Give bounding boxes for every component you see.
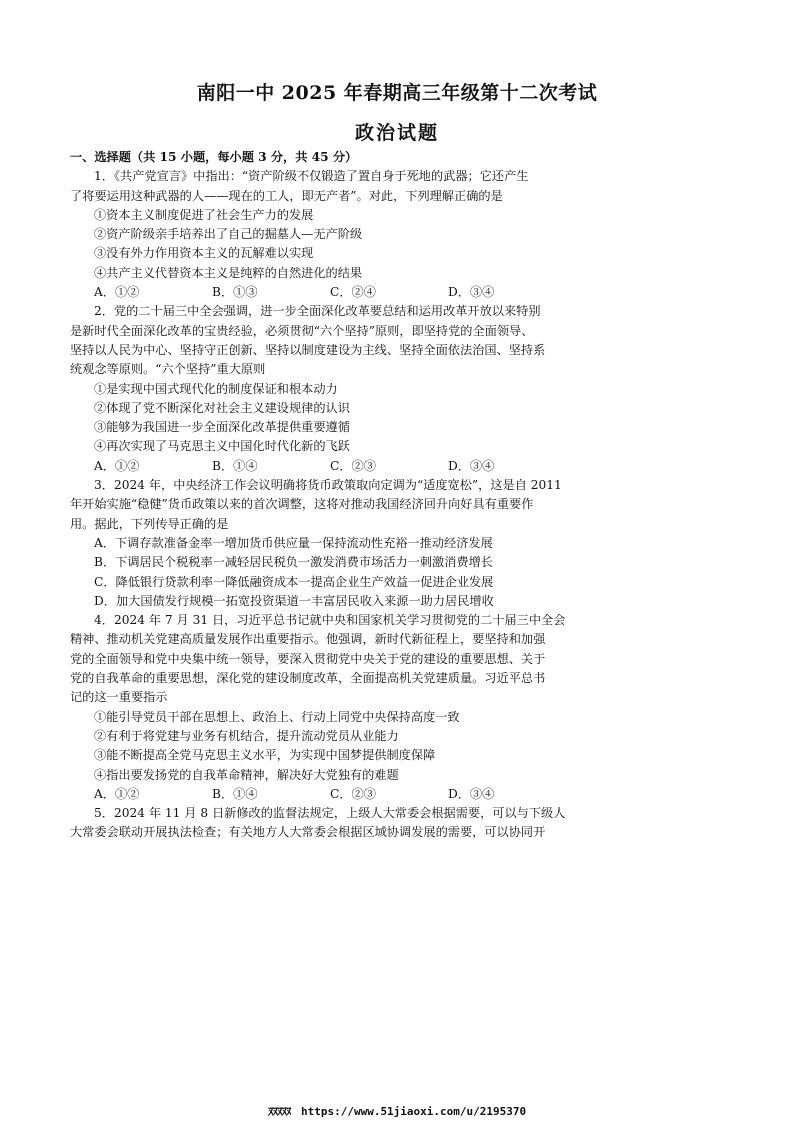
- answer-option[interactable]: C．②③: [330, 786, 376, 801]
- footer: [0, 1103, 794, 1119]
- question-stem-first-line: 3．2024 年，中央经济工作会议明确将货币政策取向定调为“适度宽松”，这是自 2011: [94, 478, 562, 493]
- question-block: [70, 611, 574, 804]
- answer-option[interactable]: D．③④: [448, 786, 495, 801]
- question-stem-first-line: 5．2024 年 11 月 8 日新修改的监督法规定，上级人大常委会根据需要，可以与下级人: [94, 806, 566, 821]
- question-stem-line: 坚持以人民为中心、坚持守正创新、坚持以制度建设为主线、坚持全面依法治国、坚持系: [70, 342, 546, 357]
- exam-content: [70, 148, 574, 843]
- answer-option[interactable]: B．①④: [212, 458, 258, 473]
- question-list: [70, 167, 574, 842]
- question-stem-line: 精神、推动机关党建高质量发展作出重要指示。他强调，新时代新征程上，要坚持和加强: [70, 632, 546, 647]
- question-item: ④共产主义代替资本主义是纯粹的自然进化的结果: [94, 265, 363, 280]
- question-item: ②资产阶级亲手培养出了自己的掘墓人—无产阶级: [94, 227, 363, 242]
- page-subtitle: 政治试题: [354, 122, 439, 144]
- question-stem-line: 党的全面领导和党中央集中统一领导，要深入贯彻党中央关于党的建设的重要思想、关于: [70, 651, 546, 666]
- answer-option[interactable]: A．①②: [94, 458, 140, 473]
- page-title: 南阳一中 2025 年春期高三年级第十二次考试: [196, 82, 598, 104]
- question-stem-line: 党的自我革命的重要思想，深化党的建设制度改革，全面提高机关党建质量。习近平总书: [70, 671, 546, 686]
- question-item: ④再次实现了马克思主义中国化时代化新的飞跃: [94, 439, 350, 454]
- question-block: [70, 167, 574, 302]
- question-stem-line: 大常委会联动开展执法检查；有关地方人大常委会根据区域协调发展的需要，可以协同开: [70, 825, 546, 840]
- question-stem-line: 用。据此，下列传导正确的是: [70, 516, 229, 531]
- question-stem-line: 记的这一重要指示: [70, 690, 168, 705]
- answer-option[interactable]: B．①④: [212, 786, 258, 801]
- question-stem-first-line: 2．党的二十届三中全会强调，进一步全面深化改革要总结和运用改革开放以来特别: [94, 304, 541, 319]
- question-item: A．下调存款准备金率一增加货币供应量一保持流动性充裕一推动经济发展: [94, 535, 493, 550]
- question-stem-line: 了将要运用这种武器的人——现在的工人，即无产者”。对此，下列理解正确的是: [70, 188, 503, 203]
- question-item: ①是实现中国式现代化的制度保证和根本动力: [94, 381, 338, 396]
- question-item: ③能不断提高全党马克思主义水平，为实现中国梦提供制度保障: [94, 748, 436, 763]
- answer-option[interactable]: C．②④: [330, 285, 376, 300]
- question-stem-first-line: 1．《共产党宣言》中指出：“资产阶级不仅锻造了置自身于死地的武器；它还产生: [94, 169, 529, 184]
- answer-option[interactable]: B．①③: [212, 285, 258, 300]
- question-item: ②有利于将党建与业务有机结合，提升流动党员从业能力: [94, 728, 399, 743]
- answer-option[interactable]: C．②③: [330, 458, 376, 473]
- answer-option[interactable]: D．③④: [448, 458, 495, 473]
- question-block: [70, 302, 574, 476]
- footer-mark: ﾇﾇﾇﾇﾇ: [267, 1105, 291, 1118]
- question-stem-line: 是新时代全面深化改革的宝贵经验，必须贯彻“六个坚持”原则，即坚持党的全面领导、: [70, 323, 534, 338]
- answer-options: [70, 457, 574, 476]
- question-item: ①能引导党员干部在思想上、政治上、行动上同党中央保持高度一致: [94, 709, 460, 724]
- question-item: D．加大国债发行规模一拓宽投资渠道一丰富居民收入来源一助力居民增收: [94, 593, 494, 608]
- question-block: [70, 476, 574, 611]
- question-item: B．下调居民个税税率一减轻居民税负一激发消费市场活力一刺激消费增长: [94, 555, 493, 570]
- question-stem-line: 统观念等原则。“六个坚持”重大原则: [70, 362, 266, 377]
- question-block: [70, 804, 574, 843]
- answer-option[interactable]: A．①②: [94, 285, 140, 300]
- section-heading: 一、选择题（共 15 小题，每小题 3 分，共 45 分）: [70, 150, 358, 164]
- question-item: ②体现了党不断深化对社会主义建设规律的认识: [94, 400, 350, 415]
- question-item: ①资本主义制度促进了社会生产力的发展: [94, 207, 314, 222]
- question-item: ③能够为我国进一步全面深化改革提供重要遵循: [94, 420, 350, 435]
- question-stem-first-line: 4．2024 年 7 月 31 日，习近平总书记就中央和国家机关学习贯彻党的二十届三中全会: [94, 613, 566, 628]
- question-item: ③没有外力作用资本主义的瓦解难以实现: [94, 246, 314, 261]
- answer-option[interactable]: D．③④: [448, 285, 495, 300]
- answer-options: [70, 785, 574, 804]
- footer-url[interactable]: https://www.51jiaoxi.com/u/2195370: [300, 1105, 527, 1118]
- question-item: C．降低银行贷款利率一降低融资成本一提高企业生产效益一促进企业发展: [94, 574, 494, 589]
- answer-option[interactable]: A．①②: [94, 786, 140, 801]
- question-stem-line: 年开始实施“稳健”货币政策以来的首次调整，这将对推动我国经济回升向好具有重要作: [70, 497, 534, 512]
- answer-options: [70, 283, 574, 302]
- question-item: ④指出要发扬党的自我革命精神，解决好大党独有的难题: [94, 767, 399, 782]
